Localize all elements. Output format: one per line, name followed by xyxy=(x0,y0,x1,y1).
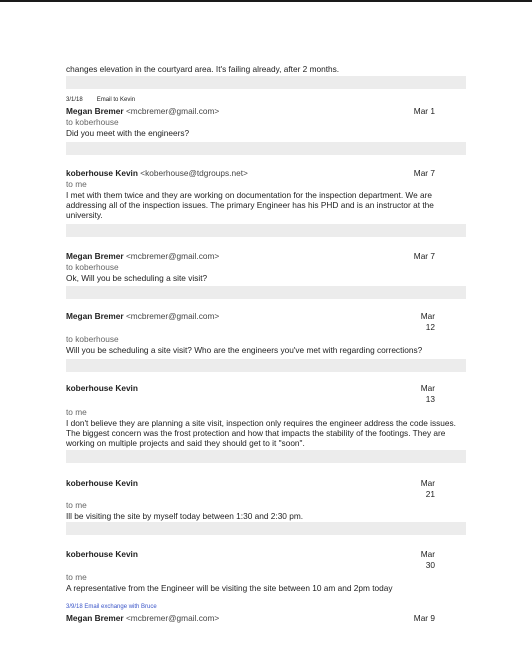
message-recipient: to me xyxy=(66,500,87,510)
message-body: Ok, Will you be scheduling a site visit? xyxy=(66,273,208,283)
intro-text: changes elevation in the courtyard area. It's failing already, after 2 months. xyxy=(66,64,340,74)
sender-email: <mcbremer@gmail.com> xyxy=(125,311,220,321)
separator-bar xyxy=(66,224,466,237)
message-date-day: 13 xyxy=(425,394,435,404)
separator-bar xyxy=(66,76,466,89)
sender-email: <mcbremer@gmail.com> xyxy=(125,106,220,116)
separator-bar xyxy=(66,286,466,299)
sender-email: <koberhouse@tdgroups.net> xyxy=(140,168,248,178)
message-date-month: Mar xyxy=(420,478,435,488)
message-body: Did you meet with the engineers? xyxy=(66,128,190,138)
message-date: Mar 7 xyxy=(413,168,435,178)
message-date-day: 21 xyxy=(425,489,435,499)
message-date-month: Mar xyxy=(420,311,435,321)
message-date: Mar 7 xyxy=(413,251,435,261)
message-recipient: to koberhouse xyxy=(66,262,119,272)
message-date-month: Mar xyxy=(420,549,435,559)
separator-bar xyxy=(66,450,466,463)
annotation-note: 3/9/18 Email exchange with Bruce xyxy=(66,604,157,610)
message-date-month: Mar xyxy=(420,383,435,393)
message-date: Mar 9 xyxy=(413,613,435,623)
message-sender: Megan Bremer <mcbremer@gmail.com> xyxy=(66,613,220,623)
message-body: I don't believe they are planning a site visit, inspection only requires the engineer address the code issues. The biggest concern was the frost protection and how that impacts the stability of the footings. They are working on multiple projects and said they should get to it "soon". xyxy=(66,418,456,448)
message-recipient: to koberhouse xyxy=(66,334,119,344)
separator-bar xyxy=(66,522,466,535)
message-sender: koberhouse Kevin xyxy=(66,549,138,559)
sender-email: <mcbremer@gmail.com> xyxy=(125,613,220,623)
message-sender: Megan Bremer <mcbremer@gmail.com> xyxy=(66,106,220,116)
separator-bar xyxy=(66,142,466,155)
sender-email: <mcbremer@gmail.com> xyxy=(125,251,220,261)
annotation-note: 3/1/18 Email to Kevin xyxy=(66,97,136,103)
message-sender: koberhouse Kevin <koberhouse@tdgroups.net> xyxy=(66,168,248,178)
message-recipient: to me xyxy=(66,572,87,582)
separator-bar xyxy=(66,359,466,372)
message-body: A representative from the Engineer will be visiting the site between 10 am and 2pm today xyxy=(66,583,393,593)
message-body: Will you be scheduling a site visit? Who are the engineers you've met with regarding corrections? xyxy=(66,345,423,355)
message-recipient: to me xyxy=(66,407,87,417)
message-sender: koberhouse Kevin xyxy=(66,478,138,488)
message-sender: Megan Bremer <mcbremer@gmail.com> xyxy=(66,311,220,321)
message-sender: koberhouse Kevin xyxy=(66,383,138,393)
message-recipient: to me xyxy=(66,179,87,189)
message-date-day: 30 xyxy=(425,560,435,570)
message-date: Mar 1 xyxy=(413,106,435,116)
message-recipient: to koberhouse xyxy=(66,117,119,127)
message-body: I met with them twice and they are working on documentation for the inspection department. We are addressing all of the inspection issues. The primary Engineer has his PHD and is an instructor at the university. xyxy=(66,190,434,220)
message-body: Ill be visiting the site by myself today between 1:30 and 2:30 pm. xyxy=(66,511,304,521)
message-date-day: 12 xyxy=(425,322,435,332)
message-sender: Megan Bremer <mcbremer@gmail.com> xyxy=(66,251,220,261)
